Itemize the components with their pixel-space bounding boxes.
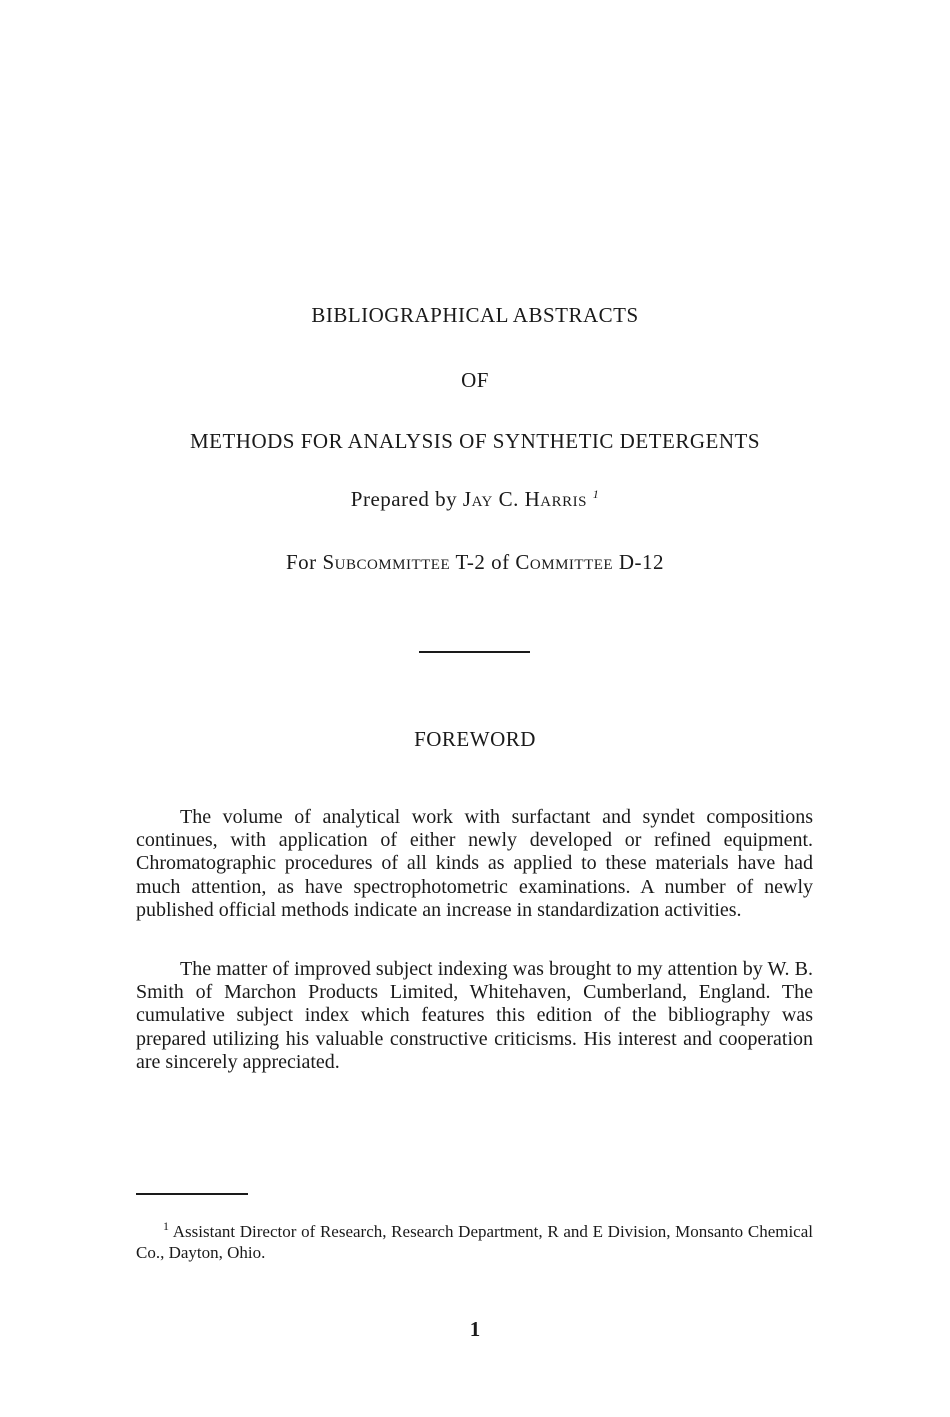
subcommittee-label: Subcommittee — [322, 550, 451, 574]
title-line-1: BIBLIOGRAPHICAL ABSTRACTS — [311, 303, 639, 327]
footnote — [136, 1221, 813, 1263]
author-footnote-mark: 1 — [592, 487, 600, 501]
footnote-divider — [136, 1193, 248, 1195]
author-name: Jay C. Harris — [462, 487, 587, 511]
for-prefix: For — [286, 550, 317, 574]
foreword-paragraph-1: The volume of analytical work with surfactant and syndet compositions continues, with application of either newly developed or refined equipment. Chromatographic procedures of all kinds as applied to these materials have had much attention, as have spectrophotometric examinations. A number of newly published official methods indicate an increase in standardization activities. — [136, 806, 813, 921]
title-line-3: METHODS FOR ANALYSIS OF SYNTHETIC DETERGENTS — [189, 429, 760, 453]
foreword-paragraph-2: The matter of improved subject indexing was brought to my attention by W. B. Smith of Marchon Products Limited, Whitehaven, Cumberland, England. The cumulative subject index which features this edition of the bibliography was prepared utilizing his valuable constructive criticisms. His interest and cooperation are sincerely appreciated. — [136, 958, 813, 1073]
committee-line — [0, 552, 950, 573]
page-number: 1 — [469, 1317, 481, 1341]
subcommittee-code: T-2 — [455, 550, 486, 574]
author-line — [0, 489, 950, 510]
of-word: of — [491, 550, 510, 574]
committee-label: Committee — [515, 550, 614, 574]
prepared-by-prefix: Prepared by — [350, 487, 458, 511]
title-line-2: OF — [461, 368, 489, 392]
section-divider — [419, 651, 530, 653]
foreword-heading: FOREWORD — [414, 727, 536, 751]
footnote-number: 1 — [163, 1219, 169, 1234]
committee-code: D-12 — [618, 550, 664, 574]
footnote-text: Assistant Director of Research, Research Department, R and E Division, Monsanto Chemical Co., Dayton, Ohio. — [136, 1222, 813, 1262]
